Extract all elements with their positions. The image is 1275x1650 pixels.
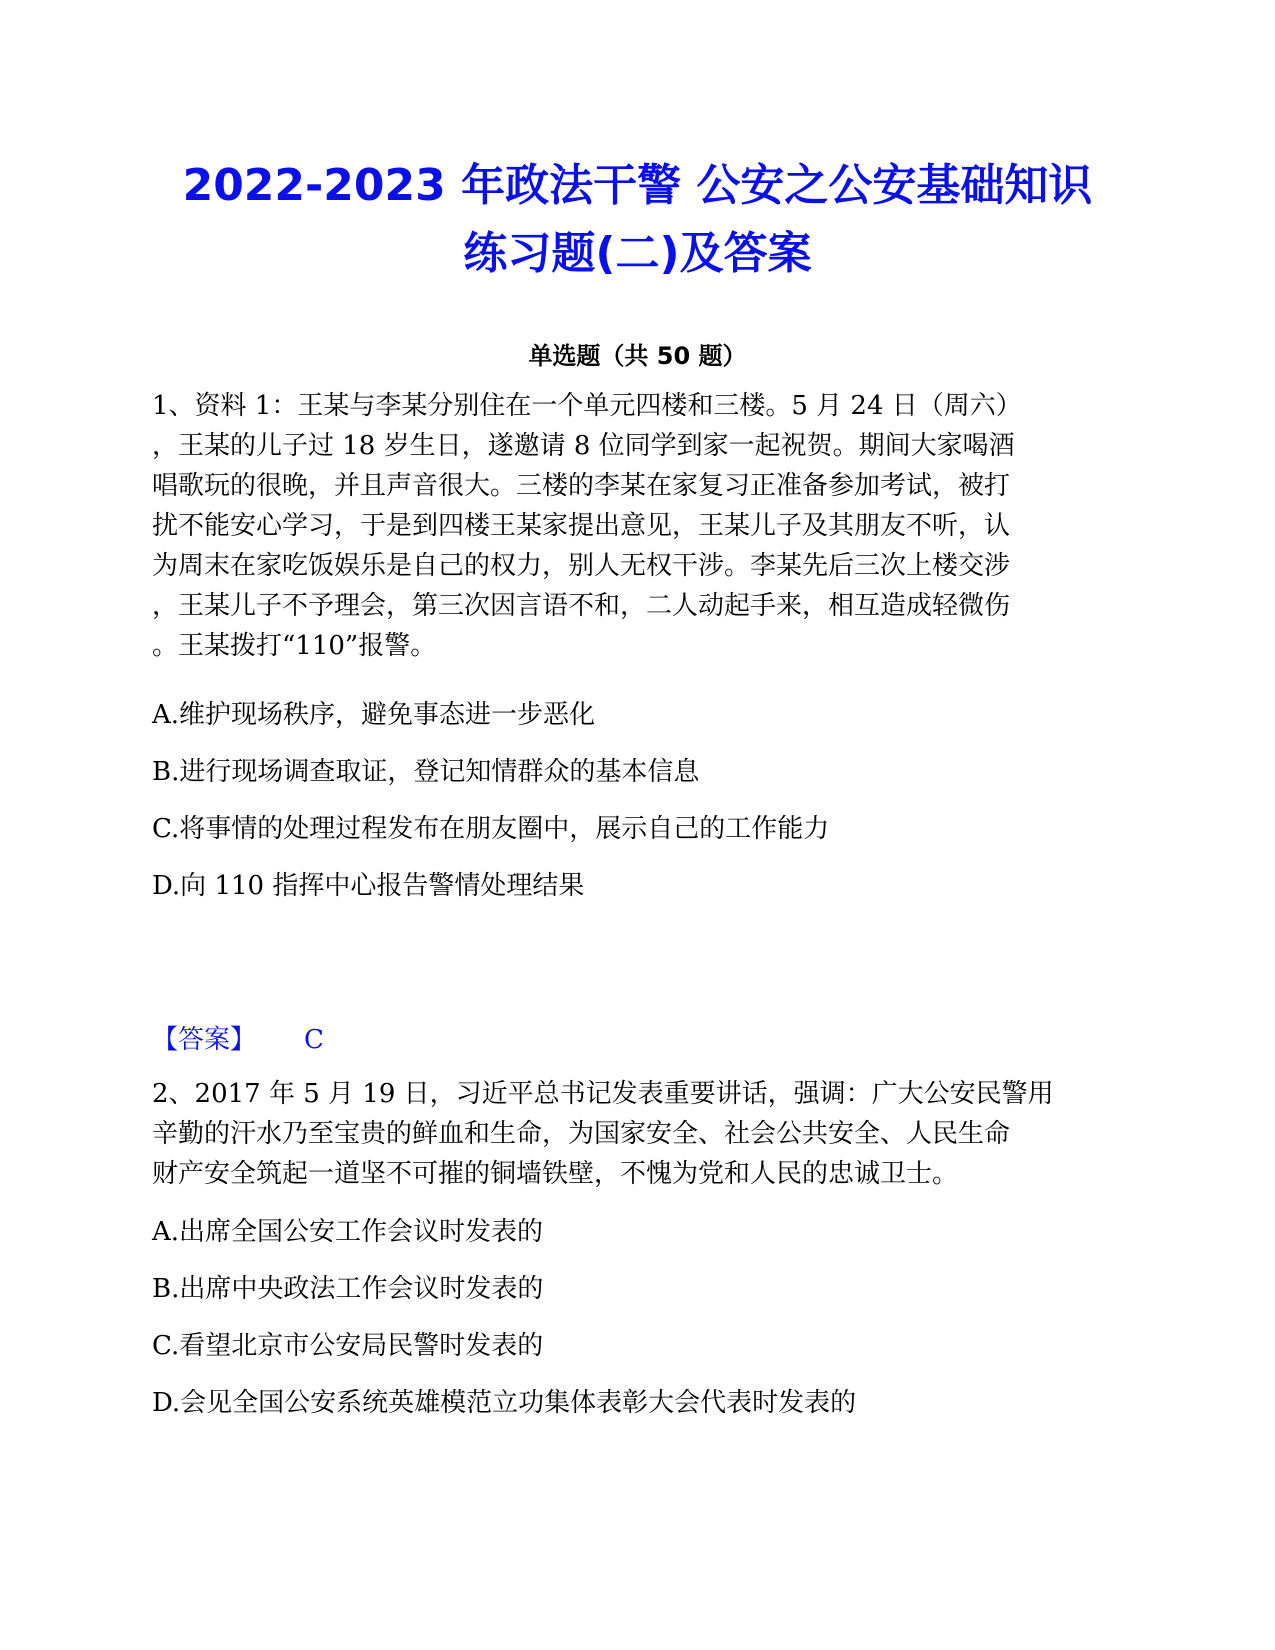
question-2-option-c: C.看望北京市公安局民警时发表的 [152,1331,544,1361]
question-1-option-a: A.维护现场秩序，避免事态进一步恶化 [152,700,596,730]
answer-label: 【答案】 [152,1025,257,1055]
question-1-answer [152,1022,324,1058]
question-2-option-b: B.出席中央政法工作会议时发表的 [152,1274,544,1304]
question-1-stem-line: ，王某儿子不予理会，第三次因言语不和，二人动起手来，相互造成轻微伤 [152,591,1011,621]
question-2-stem-line: 辛勤的汗水乃至宝贵的鲜血和生命，为国家安全、社会公共安全、人民生命 [152,1119,1011,1149]
question-1-stem-line: 。王某拨打“110”报警。 [152,631,437,661]
question-1-option-d: D.向 110 指挥中心报告警情处理结果 [152,871,585,901]
question-1-stem [152,386,1122,666]
document-title-line2: 练习题(二)及答案 [463,228,812,279]
question-2-stem-line: 财产安全筑起一道坚不可摧的铜墙铁壁，不愧为党和人民的忠诚卫士。 [152,1159,959,1189]
question-1-option-c: C.将事情的处理过程发布在朋友圈中，展示自己的工作能力 [152,814,830,844]
question-1-stem-line: 扰不能安心学习，于是到四楼王某家提出意见，王某儿子及其朋友不听，认 [152,511,1011,541]
answer-value: C [304,1025,324,1055]
document-title-line1: 2022-2023 年政法干警 公安之公安基础知识 [182,160,1093,211]
question-2-stem-line: 2、2017 年 5 月 19 日，习近平总书记发表重要讲话，强调：广大公安民警用 [152,1079,1054,1109]
question-2-option-d: D.会见全国公安系统英雄模范立功集体表彰大会代表时发表的 [152,1388,857,1418]
question-1-stem-line: 为周末在家吃饭娱乐是自己的权力，别人无权干涉。李某先后三次上楼交涉 [152,551,1011,581]
question-1-stem-line: ，王某的儿子过 18 岁生日，遂邀请 8 位同学到家一起祝贺。期间大家喝酒 [152,431,1015,461]
question-1-option-b: B.进行现场调查取证，登记知情群众的基本信息 [152,757,700,787]
question-2-stem [152,1074,1122,1194]
section-heading: 单选题（共 50 题） [528,342,747,370]
question-1-stem-line: 唱歌玩的很晚，并且声音很大。三楼的李某在家复习正准备参加考试，被打 [152,471,1011,501]
question-1-stem-line: 1、资料 1：王某与李某分别住在一个单元四楼和三楼。5 月 24 日（周六） [152,391,1022,421]
question-2-option-a: A.出席全国公安工作会议时发表的 [152,1217,544,1247]
